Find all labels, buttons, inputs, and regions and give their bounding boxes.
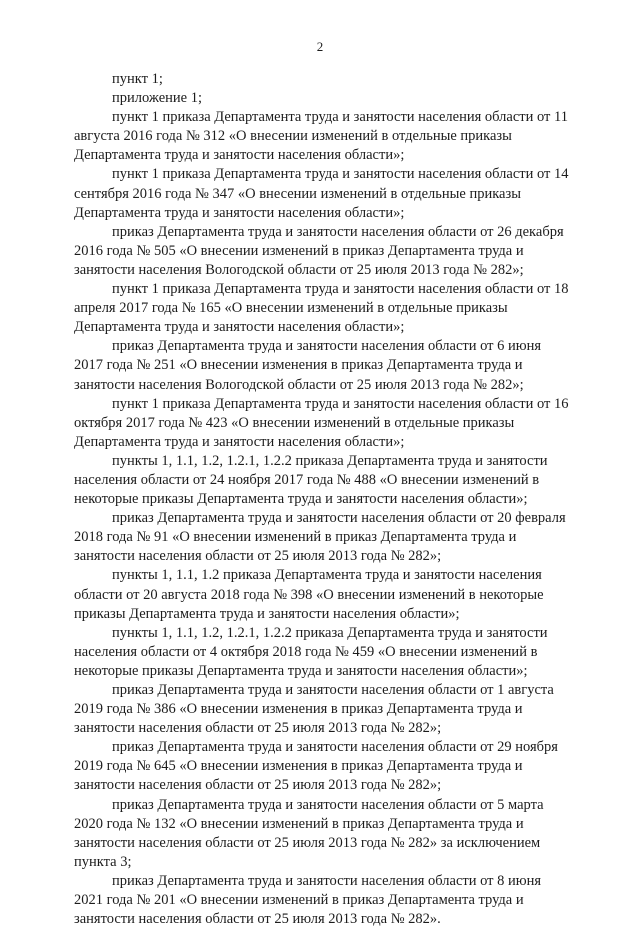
list-item-paragraph: пункт 1; — [112, 71, 163, 87]
list-item-paragraph: приказ Департамента труда и занятости населения области от 20 февраля 2018 года № 91 «О внесении изменений в приказ Департамента труда и занятости населения области от 25 июля 2013 года № 282»; — [74, 510, 566, 565]
list-item-paragraph: приказ Департамента труда и занятости населения области от 5 марта 2020 года № 132 «О внесении изменений в приказ Департамента труда и занятости населения области от 25 июля 2013 года № 282» за исключением пункта 3; — [74, 796, 544, 870]
list-item-paragraph: приказ Департамента труда и занятости населения области от 6 июня 2017 года № 251 «О внесении изменения в приказ Департамента труда и занятости населения Вологодской области от 25 июля 2013 года № 282»; — [74, 338, 542, 393]
list-item-paragraph: пункт 1 приказа Департамента труда и занятости населения области от 14 сентября 2016 года № 347 «О внесении изменений в отдельные приказы Департамента труда и занятости населения области»; — [74, 166, 569, 221]
list-item-paragraph: приложение 1; — [112, 90, 203, 107]
list-item-paragraph: пункты 1, 1.1, 1.2 приказа Департамента труда и занятости населения области от 20 августа 2018 года № 398 «О внесении изменений в некоторые приказы Департамента труда и занятости населения области»; — [74, 567, 544, 622]
list-item-paragraph: пункт 1 приказа Департамента труда и занятости населения области от 18 апреля 2017 года № 165 «О внесении изменений в отдельные приказы Департамента труда и занятости населения области»; — [74, 281, 569, 336]
list-item-paragraph: приказ Департамента труда и занятости населения области от 29 ноября 2019 года № 645 «О внесении изменения в приказ Департамента труда и занятости населения области от 25 июля 2013 года № 282»; — [74, 739, 558, 794]
list-item-paragraph: приказ Департамента труда и занятости населения области от 8 июня 2021 года № 201 «О внесении изменений в приказ Департамента труда и занятости населения области от 25 июля 2013 года № 282». — [74, 872, 542, 928]
list-item-paragraph: пункты 1, 1.1, 1.2, 1.2.1, 1.2.2 приказа Департамента труда и занятости населения области от 4 октября 2018 года № 459 «О внесении изменений в некоторые приказы Департамента труда и занятости населения области»; — [74, 624, 548, 679]
list-item-paragraph: приказ Департамента труда и занятости населения области от 1 августа 2019 года № 386 «О внесении изменения в приказ Департамента труда и занятости населения области от 25 июля 2013 года № 282»; — [74, 682, 554, 737]
list-item-paragraph: приказ Департамента труда и занятости населения области от 26 декабря 2016 года № 505 «О внесении изменений в приказ Департамента труда и занятости населения Вологодской области от 25 июля 2013 года № 282»; — [74, 223, 564, 278]
page-number: 2 — [316, 39, 324, 54]
list-item-paragraph: пункты 1, 1.1, 1.2, 1.2.1, 1.2.2 приказа Департамента труда и занятости населения области от 24 ноября 2017 года № 488 «О внесении изменений в некоторые приказы Департамента труда и занятости населения области»; — [74, 452, 548, 508]
list-item-paragraph: пункт 1 приказа Департамента труда и занятости населения области от 16 октября 2017 года № 423 «О внесении изменений в отдельные приказы Департамента труда и занятости населения области»; — [74, 395, 569, 450]
document-body — [74, 70, 592, 929]
list-item-paragraph: пункт 1 приказа Департамента труда и занятости населения области от 11 августа 2016 года № 312 «О внесении изменений в отдельные приказы Департамента труда и занятости населения области»; — [74, 109, 568, 164]
